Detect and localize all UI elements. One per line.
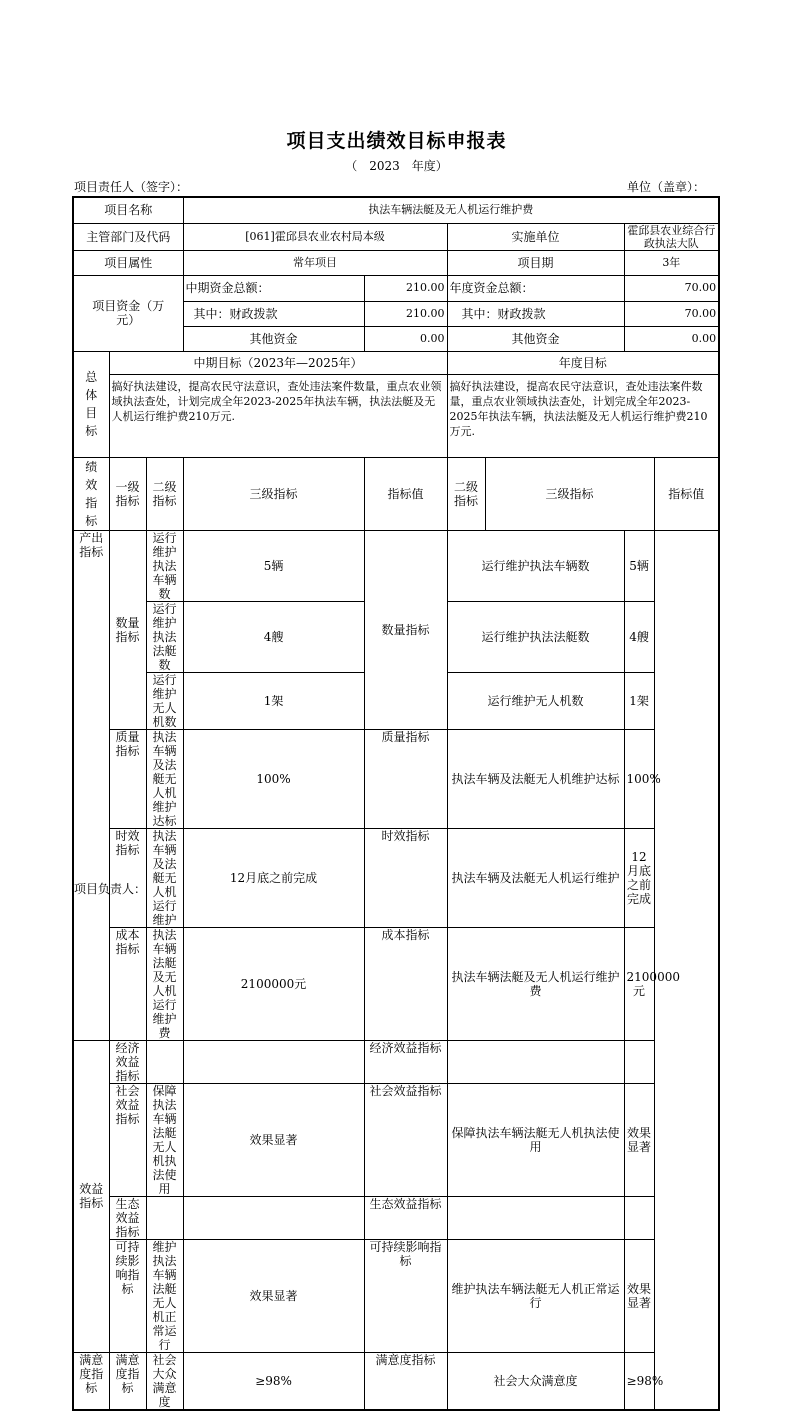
mid-value: 效果显著: [183, 1083, 364, 1196]
header-l2: 二级指标: [146, 457, 183, 530]
l2-label-year: 数量指标: [364, 530, 447, 729]
mid-l3: 运行维护执法车辆数: [146, 530, 183, 601]
header-l3: 三级指标: [183, 457, 364, 530]
year-l3: 运行维护执法法艇数: [447, 601, 624, 672]
dept-label: 主管部门及代码: [73, 223, 183, 250]
year-total-label: 年度资金总额：: [447, 275, 624, 301]
mid-l3: 运行维护无人机数: [146, 672, 183, 729]
mid-l3: 执法车辆法艇及无人机运行维护费: [146, 927, 183, 1040]
mid-fiscal: 210.00: [364, 301, 447, 326]
mid-value: [183, 1196, 364, 1239]
impl-value: 霍邱县农业综合行政执法大队: [624, 223, 719, 250]
benefit-label: 效益指标: [73, 1040, 109, 1352]
signer-label: 项目责任人（签字）：: [74, 180, 189, 194]
indicator-row: [73, 1040, 719, 1083]
mid-goal-header: 中期目标（2023年—2025年）: [109, 351, 447, 374]
name-label: 项目名称: [73, 197, 183, 223]
mid-l3: 保障执法车辆法艇无人机执法使用: [146, 1083, 183, 1196]
l2-label-year: 质量指标: [364, 729, 447, 828]
year-value: 100%: [624, 729, 654, 828]
indicator-row: [73, 530, 719, 601]
l2-label-year: 成本指标: [364, 927, 447, 1040]
period-label: 项目期: [447, 250, 624, 275]
year-l3: 社会大众满意度: [447, 1352, 624, 1410]
year-total: 70.00: [624, 275, 719, 301]
year-value: 1架: [624, 672, 654, 729]
mid-l3: [146, 1196, 183, 1239]
l2-label: 时效指标: [109, 828, 146, 927]
funds-label: 项目资金（万元）: [73, 275, 183, 351]
year-value: [624, 1040, 654, 1083]
year-l3: 运行维护执法车辆数: [447, 530, 624, 601]
mid-value: 2100000元: [183, 927, 364, 1040]
mid-value: 4艘: [183, 601, 364, 672]
l2-label: 满意度指标: [109, 1352, 146, 1410]
mid-l3: [146, 1040, 183, 1083]
l2-label: 质量指标: [109, 729, 146, 828]
l2-label: 成本指标: [109, 927, 146, 1040]
indicator-row: [73, 729, 719, 828]
attr-label: 项目属性: [73, 250, 183, 275]
mid-fiscal-label: 其中：财政拨款: [183, 301, 364, 326]
mid-total: 210.00: [364, 275, 447, 301]
mid-total-label: 中期资金总额：: [183, 275, 364, 301]
footer-label: 项目负责人：: [74, 882, 147, 896]
year-line: （ 2023 年度）: [345, 159, 448, 173]
period-value: 3年: [624, 250, 719, 275]
year-l3: 保障执法车辆法艇无人机执法使用: [447, 1083, 624, 1196]
year-other: 0.00: [624, 326, 719, 351]
mid-value: 1架: [183, 672, 364, 729]
attr-value: 常年项目: [183, 250, 447, 275]
indicator-row: [73, 1239, 719, 1352]
l2-label-year: 满意度指标: [364, 1352, 447, 1410]
year-value: 效果显著: [624, 1083, 654, 1196]
perf-label: 绩效指标: [73, 457, 109, 530]
l2-label-year: 社会效益指标: [364, 1083, 447, 1196]
year-value: 5辆: [624, 530, 654, 601]
header-val-year: 指标值: [654, 457, 719, 530]
mid-l3: 运行维护执法法艇数: [146, 601, 183, 672]
year-l3: 运行维护无人机数: [447, 672, 624, 729]
year-l3: [447, 1196, 624, 1239]
mid-value: 12月底之前完成: [183, 828, 364, 927]
mid-value: [183, 1040, 364, 1083]
l2-label-year: 生态效益指标: [364, 1196, 447, 1239]
header-l3-year: 三级指标: [485, 457, 654, 530]
goals-label: 总体目标: [73, 351, 109, 457]
year-goal-header: 年度目标: [447, 351, 719, 374]
year-l3: 维护执法车辆法艇无人机正常运行: [447, 1239, 624, 1352]
mid-value: 5辆: [183, 530, 364, 601]
mid-l3: 执法车辆及法艇无人机运行维护: [146, 828, 183, 927]
mid-value: 100%: [183, 729, 364, 828]
year-l3: [447, 1040, 624, 1083]
l2-label: 生态效益指标: [109, 1196, 146, 1239]
impl-label: 实施单位: [447, 223, 624, 250]
header-val: 指标值: [364, 457, 447, 530]
l2-label: 可持续影响指标: [109, 1239, 146, 1352]
year-other-label: 其他资金: [447, 326, 624, 351]
year-value: 2100000元: [624, 927, 654, 1040]
indicator-row: [73, 1196, 719, 1239]
mid-l3: 执法车辆及法艇无人机维护达标: [146, 729, 183, 828]
l2-label: 社会效益指标: [109, 1083, 146, 1196]
year-value: 效果显著: [624, 1239, 654, 1352]
page-title: 项目支出绩效目标申报表: [286, 130, 507, 152]
l2-label-year: 时效指标: [364, 828, 447, 927]
year-value: 12月底之前完成: [624, 828, 654, 927]
year-value: 4艘: [624, 601, 654, 672]
output-label: 产出指标: [73, 530, 109, 1040]
header-l2-year: 二级指标: [447, 457, 485, 530]
indicator-row: [73, 828, 719, 927]
year-goal-text: 搞好执法建设，提高农民守法意识，查处违法案件数量，重点农业领域执法查处，计划完成全年2023-2025年执法车辆，执法法艇及无人机运行维护费210万元.: [447, 374, 719, 457]
l2-label: 经济效益指标: [109, 1040, 146, 1083]
year-fiscal-label: 其中：财政拨款: [447, 301, 624, 326]
satisfaction-label: 满意度指标: [73, 1352, 109, 1410]
year-value: [624, 1196, 654, 1239]
mid-l3: 社会大众满意度: [146, 1352, 183, 1410]
mid-value: ≥98%: [183, 1352, 364, 1410]
l2-label: 数量指标: [109, 530, 146, 729]
year-value: ≥98%: [624, 1352, 654, 1410]
mid-other-label: 其他资金: [183, 326, 364, 351]
l2-label-year: 可持续影响指标: [364, 1239, 447, 1352]
mid-value: 效果显著: [183, 1239, 364, 1352]
mid-goal-text: 搞好执法建设，提高农民守法意识，查处违法案件数量，重点农业领域执法查处，计划完成全年2023-2025年执法车辆，执法法艇及无人机运行维护费210万元.: [109, 374, 447, 457]
l2-label-year: 经济效益指标: [364, 1040, 447, 1083]
year-l3: 执法车辆法艇及无人机运行维护费: [447, 927, 624, 1040]
header-l1: 一级指标: [109, 457, 146, 530]
year-l3: 执法车辆及法艇无人机运行维护: [447, 828, 624, 927]
year-fiscal: 70.00: [624, 301, 719, 326]
indicator-row: [73, 927, 719, 1040]
performance-table: [72, 196, 720, 1411]
dept-value: [061]霍邱县农业农村局本级: [183, 223, 447, 250]
mid-l3: 维护执法车辆法艇无人机正常运行: [146, 1239, 183, 1352]
indicator-row: [73, 1083, 719, 1196]
mid-other: 0.00: [364, 326, 447, 351]
unit-label: 单位（盖章）：: [626, 180, 705, 194]
indicator-row: [73, 1352, 719, 1410]
year-l3: 执法车辆及法艇无人机维护达标: [447, 729, 624, 828]
name-value: 执法车辆法艇及无人机运行维护费: [183, 197, 719, 223]
